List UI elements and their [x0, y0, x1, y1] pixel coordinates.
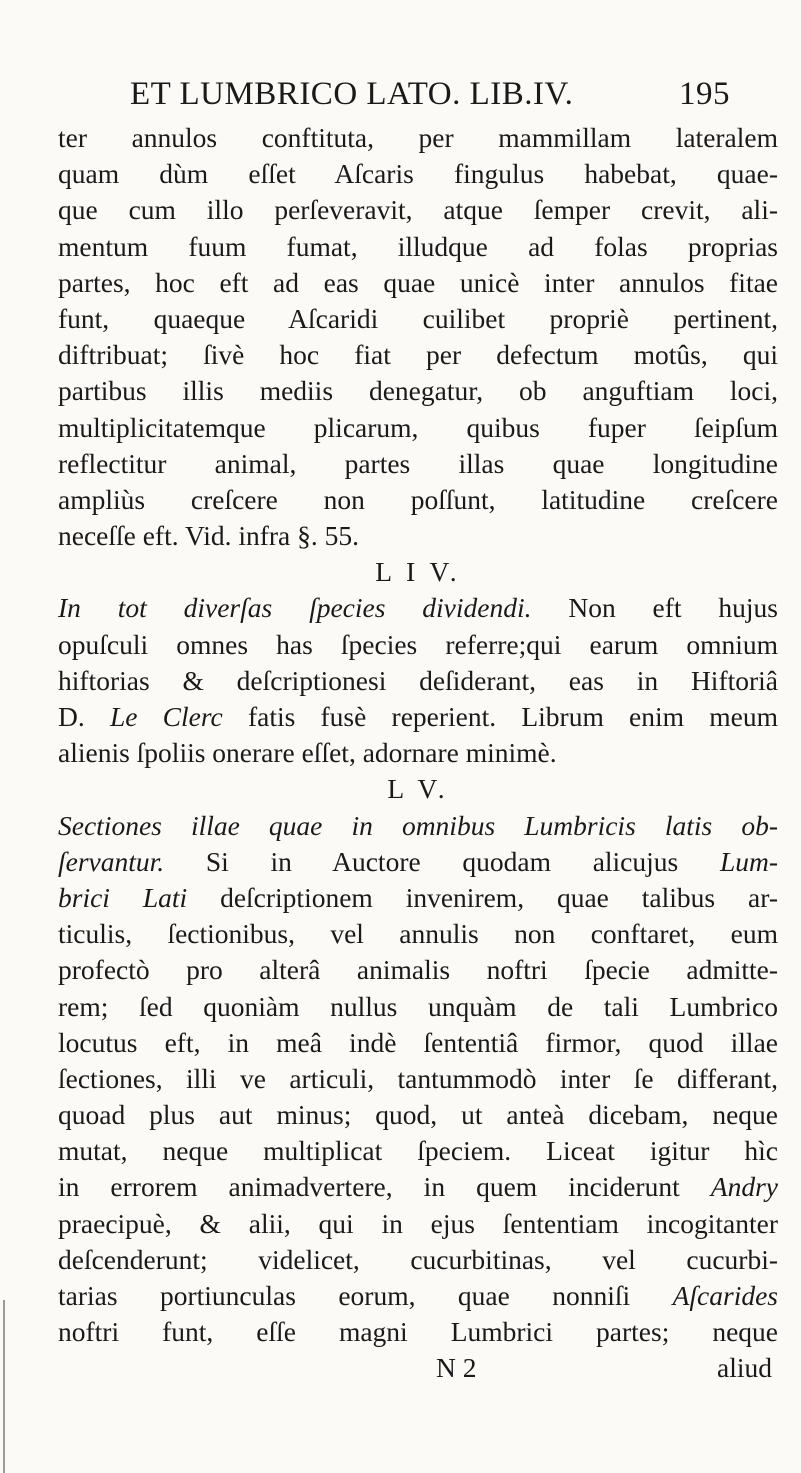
text-line: diftribuat; ſivè hoc fiat per defectum motûs, qui [58, 339, 778, 371]
catchword: aliud [717, 1352, 772, 1384]
text-line: reflectitur animal, partes illas quae longitudine [58, 447, 778, 479]
text-span: tarias portiunculas eorum, quae nonniſi [58, 1280, 673, 1311]
italic-term: Aſcarides [672, 1280, 778, 1311]
text-line: ampliùs creſcere non poſſunt, latitudine creſcere [58, 483, 778, 515]
body-text [58, 120, 778, 1387]
signature-mark: N 2 [436, 1352, 477, 1384]
text-span: Non eft hujus [531, 592, 779, 624]
text-line: quam dùm eſſet Aſcaris fingulus habebat, quae- [58, 158, 778, 190]
text-line: neceſſe eft. Vid. infra §. 55. [58, 520, 359, 552]
text-span: in errorem animadvertere, in quem inciderunt [58, 1171, 711, 1203]
text-line [58, 1169, 778, 1205]
text-line: profectò pro alterâ animalis noftri ſpecie admitte- [58, 954, 778, 986]
text-line [58, 880, 778, 916]
text-line: deſcenderunt; videlicet, cucurbitinas, vel cucurbi- [58, 1243, 778, 1275]
text-line [58, 699, 778, 735]
page-footer [58, 1350, 778, 1386]
section-number: L V. [387, 773, 449, 805]
text-line [58, 1278, 778, 1314]
text-line: praecipuè, & alii, qui in ejus ſententiam incogitanter [58, 1207, 778, 1239]
text-line: opuſculi omnes has ſpecies referre;qui earum omnium [58, 628, 778, 660]
running-head [130, 72, 730, 116]
italic-term: Lum- [719, 845, 778, 877]
author-name: Andry [710, 1171, 778, 1203]
text-span: Si in Auctore quodam alicujus [164, 845, 720, 877]
page-edge-shadow [3, 1300, 5, 1473]
text-line: rem; ſed quoniàm nullus unquàm de tali Lumbrico [58, 990, 778, 1022]
text-line: locutus eft, in meâ indè ſententiâ firmor, quod illae [58, 1026, 778, 1058]
text-line: ter annulos conftituta, per mammillam lateralem [58, 122, 778, 153]
text-line: quoad plus aut minus; quod, ut anteà dicebam, neque [58, 1099, 778, 1131]
italic-term: brici Lati [58, 881, 188, 913]
section-heading: In tot diverſas ſpecies dividendi. [58, 592, 532, 624]
text-line: que cum illo perſeveravit, atque ſemper crevit, ali- [58, 194, 778, 226]
text-line: multiplicitatemque plicarum, quibus fuper ſeipſum [58, 411, 778, 443]
section-heading: Sectiones illae quae in omnibus Lumbricis latis ob- [58, 809, 778, 841]
text-span: deſcriptionem invenirem, quae talibus ar- [187, 881, 778, 913]
text-line: funt, quaeque Aſcaridi cuilibet propriè pertinent, [58, 302, 778, 334]
running-head-title: ET LUMBRICO LATO. LIB.IV. [130, 76, 574, 112]
author-name: Le Clerc [109, 701, 223, 732]
text-line: ticulis, ſectionibus, vel annulis non conftaret, eum [58, 918, 778, 950]
text-span: D. [58, 701, 110, 732]
section-heading-line [58, 808, 778, 844]
text-line: alienis ſpoliis onerare eſſet, adornare minimè. [58, 737, 557, 769]
text-line: partes, hoc eft ad eas quae unicè inter annulos fitae [58, 266, 778, 298]
text-span: fatis fusè reperient. Librum enim meum [222, 701, 778, 732]
text-line: ſectiones, illi ve articuli, tantummodò inter ſe differant, [58, 1062, 778, 1094]
section-heading: ſervantur. [58, 845, 165, 877]
page-number: 195 [679, 76, 730, 112]
text-line: hiftorias & deſcriptionesi deſiderant, eas in Hiftoriâ [58, 664, 778, 696]
section-number: L I V. [375, 556, 461, 588]
section-heading-line [58, 590, 778, 626]
text-line: mutat, neque multiplicat ſpeciem. Liceat igitur hìc [58, 1135, 778, 1167]
text-line: mentum fuum fumat, illudque ad folas proprias [58, 230, 778, 262]
text-line: partibus illis mediis denegatur, ob anguftiam loci, [58, 375, 778, 407]
text-line: noftri funt, eſſe magni Lumbrici partes; neque [58, 1316, 778, 1348]
text-line [58, 844, 778, 880]
